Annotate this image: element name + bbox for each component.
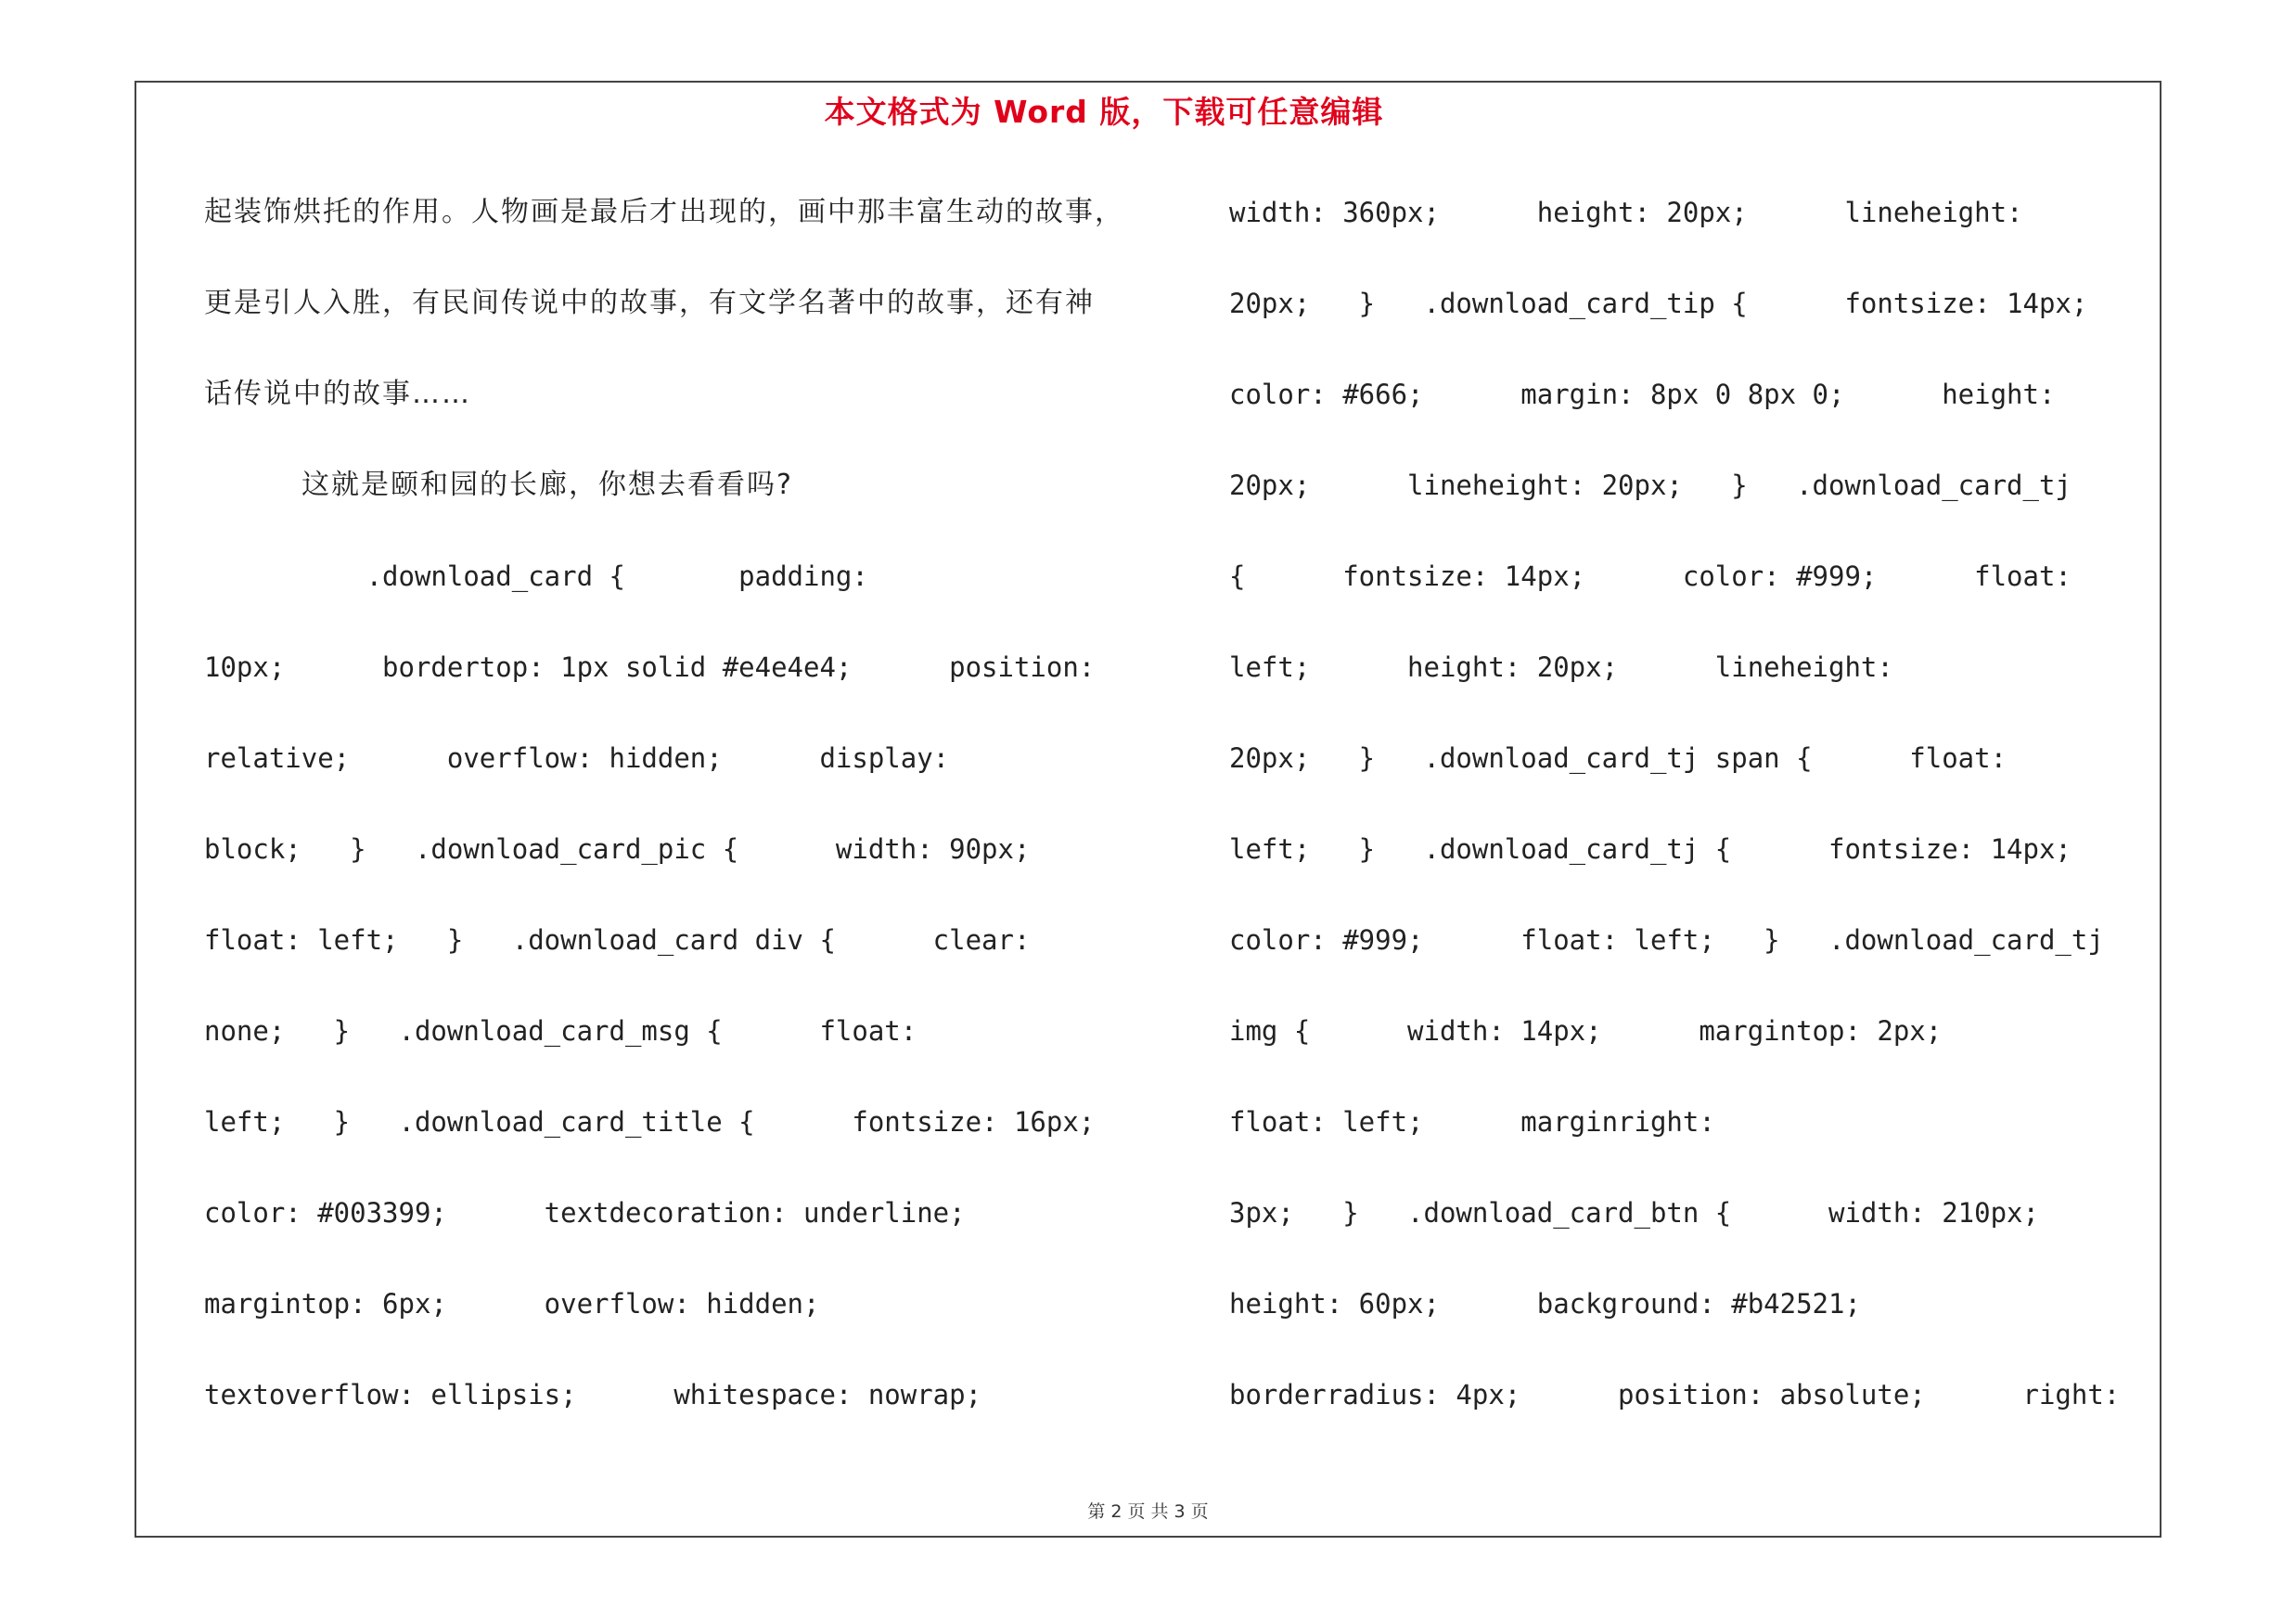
left-line-14: textoverflow: ellipsis; whitespace: nowrap; [204, 1379, 982, 1410]
right-line-7: 20px; } .download_card_tj span { float: [1229, 742, 2007, 774]
right-text-column [1229, 190, 2148, 1463]
right-line-4: 20px; lineheight: 20px; } .download_card_tj [1229, 470, 2072, 501]
left-line-4: 这就是颐和园的长廊，你想去看看吗? [301, 469, 793, 501]
right-line-13: height: 60px; background: #b42521; [1229, 1288, 1861, 1320]
left-line-6: 10px; bordertop: 1px solid #e4e4e4; position: [204, 651, 1096, 683]
right-line-11: float: left; marginright: [1229, 1106, 1715, 1138]
right-line-6: left; height: 20px; lineheight: [1229, 651, 1893, 683]
left-line-10: none; } .download_card_msg { float: [204, 1015, 917, 1047]
left-line-11: left; } .download_card_title { fontsize: 16px; [204, 1106, 1096, 1138]
left-line-7: relative; overflow: hidden; display: [204, 742, 950, 774]
left-line-8: block; } .download_card_pic { width: 90px; [204, 833, 1031, 865]
right-line-14: borderradius: 4px; position: absolute; right: [1229, 1379, 2121, 1410]
left-line-2: 更是引人入胜，有民间传说中的故事，有文学名著中的故事，还有神 [204, 287, 1095, 319]
right-line-3: color: #666; margin: 8px 0 8px 0; height: [1229, 379, 2056, 410]
left-line-13: margintop: 6px; overflow: hidden; [204, 1288, 820, 1320]
left-line-9: float: left; } .download_card div { clear: [204, 924, 1031, 956]
left-line-3: 话传说中的故事…… [204, 378, 471, 410]
document-header-title: 本文格式为 Word 版，下载可任意编辑 [824, 94, 1384, 130]
right-line-9: color: #999; float: left; } .download_card_tj [1229, 924, 2104, 956]
left-text-column [204, 190, 1132, 1463]
right-line-2: 20px; } .download_card_tip { fontsize: 14px; [1229, 288, 2088, 319]
right-line-8: left; } .download_card_tj { fontsize: 14px; [1229, 833, 2072, 865]
right-line-1: width: 360px; height: 20px; lineheight: [1229, 197, 2023, 228]
right-line-5: { fontsize: 14px; color: #999; float: [1229, 560, 2072, 592]
right-line-12: 3px; } .download_card_btn { width: 210px; [1229, 1197, 2039, 1229]
left-line-1: 起装饰烘托的作用。人物画是最后才出现的，画中那丰富生动的故事， [204, 196, 1124, 228]
right-line-10: img { width: 14px; margintop: 2px; [1229, 1015, 1943, 1047]
left-line-12: color: #003399; textdecoration: underline; [204, 1197, 966, 1229]
left-line-5: .download_card { padding: [204, 560, 868, 592]
page-number-footer: 第 2 页 共 3 页 [1087, 1501, 1209, 1522]
